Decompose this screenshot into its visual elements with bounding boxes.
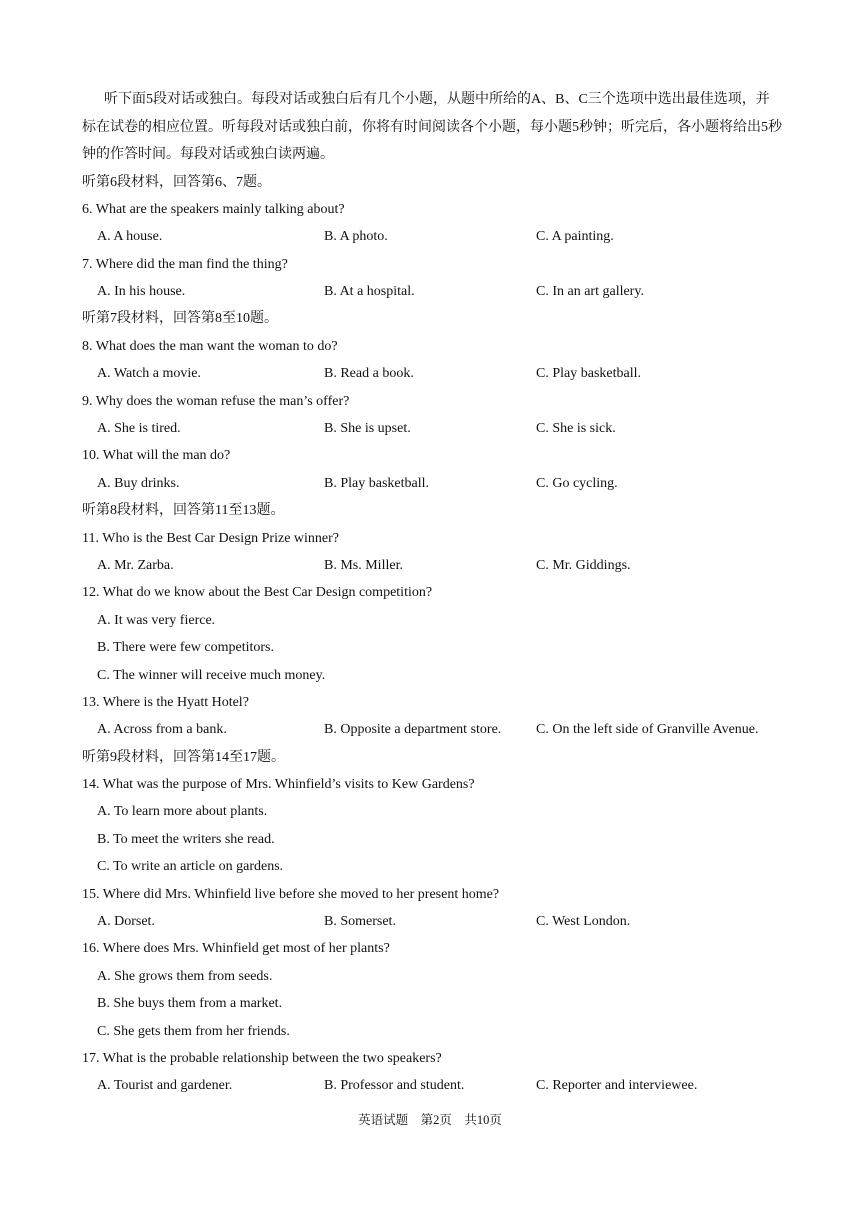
option-a: A. To learn more about plants. <box>97 804 268 820</box>
option-b: B. She is upset. <box>324 421 411 437</box>
option-b: B. Play basketball. <box>324 475 429 491</box>
section-heading: 听第9段材料，回答第14至17题。 <box>82 749 285 765</box>
question-stem: 14. What was the purpose of Mrs. Whinfield’s visits to Kew Gardens? <box>82 777 475 793</box>
question-stem: 9. Why does the woman refuse the man’s offer? <box>82 393 350 409</box>
option-a: A. Mr. Zarba. <box>97 557 174 573</box>
question-stem: 16. Where does Mrs. Whinfield get most of her plants? <box>82 941 390 957</box>
option-c: C. She is sick. <box>536 421 616 437</box>
option-c: C. On the left side of Granville Avenue. <box>536 722 759 738</box>
option-a: A. Across from a bank. <box>97 722 227 738</box>
page-footer: 英语试题 第2页 共10页 <box>358 1113 502 1127</box>
question-stem: 6. What are the speakers mainly talking about? <box>82 201 345 217</box>
options-row <box>82 716 782 743</box>
option-b: B. Ms. Miller. <box>324 557 403 573</box>
options-row <box>82 1072 782 1099</box>
option-c: C. Mr. Giddings. <box>536 557 631 573</box>
section-heading: 听第6段材料，回答第6、7题。 <box>82 174 271 190</box>
option-a: A. In his house. <box>97 284 186 300</box>
option-b: B. Somerset. <box>324 914 396 930</box>
option-c: C. A painting. <box>536 229 614 245</box>
option-c: C. Go cycling. <box>536 475 618 491</box>
option-c: C. The winner will receive much money. <box>97 667 326 683</box>
option-c: C. Play basketball. <box>536 366 641 382</box>
option-a: A. It was very fierce. <box>97 612 216 628</box>
options-row <box>82 470 782 497</box>
instructions-paragraph: 听下面5段对话或独白。每段对话或独白后有几个小题，从题中所给的A、B、C三个选项中选出最佳选项，并标在试卷的相应位置。听每段对话或独白前，你将有时间阅读各个小题，每小题5秒钟；听完后，各小题将给出5秒钟的作答时间。每段对话或独白读两遍。 <box>82 92 782 162</box>
option-a: A. Dorset. <box>97 914 155 930</box>
question-stem: 17. What is the probable relationship between the two speakers? <box>82 1051 442 1066</box>
option-c: C. In an art gallery. <box>536 284 644 300</box>
option-b: B. To meet the writers she read. <box>97 831 275 847</box>
section-heading: 听第7段材料，回答第8至10题。 <box>82 311 278 327</box>
option-b: B. A photo. <box>324 229 388 245</box>
question-stem: 8. What does the man want the woman to do? <box>82 338 338 354</box>
options-row <box>82 908 782 935</box>
question-stem: 15. Where did Mrs. Whinfield live before she moved to her present home? <box>82 886 500 902</box>
option-b: B. There were few competitors. <box>97 640 275 656</box>
question-stem: 11. Who is the Best Car Design Prize winner? <box>82 530 340 546</box>
option-a: A. A house. <box>97 229 163 245</box>
options-row <box>82 278 782 305</box>
options-row <box>82 415 782 442</box>
option-a: A. She grows them from seeds. <box>97 968 273 984</box>
option-b: B. Read a book. <box>324 366 414 382</box>
option-c: C. West London. <box>536 914 631 930</box>
option-c: C. Reporter and interviewee. <box>536 1078 698 1094</box>
option-a: A. Buy drinks. <box>97 475 180 491</box>
options-row <box>82 360 782 387</box>
option-a: A. She is tired. <box>97 421 181 437</box>
question-stem: 7. Where did the man find the thing? <box>82 256 288 272</box>
question-stem: 10. What will the man do? <box>82 448 231 464</box>
option-c: C. To write an article on gardens. <box>97 859 284 875</box>
option-b: B. She buys them from a market. <box>97 996 283 1012</box>
question-stem: 12. What do we know about the Best Car Design competition? <box>82 585 433 601</box>
option-a: A. Tourist and gardener. <box>97 1078 233 1094</box>
option-b: B. Professor and student. <box>324 1078 465 1094</box>
option-c: C. She gets them from her friends. <box>97 1023 290 1039</box>
option-a: A. Watch a movie. <box>97 366 201 382</box>
exam-content <box>82 86 782 1100</box>
question-sections <box>82 169 782 1100</box>
section-heading: 听第8段材料，回答第11至13题。 <box>82 503 285 519</box>
options-row <box>82 223 782 250</box>
option-b: B. Opposite a department store. <box>324 722 502 738</box>
question-stem: 13. Where is the Hyatt Hotel? <box>82 694 249 710</box>
options-row <box>82 552 782 579</box>
option-b: B. At a hospital. <box>324 284 415 300</box>
